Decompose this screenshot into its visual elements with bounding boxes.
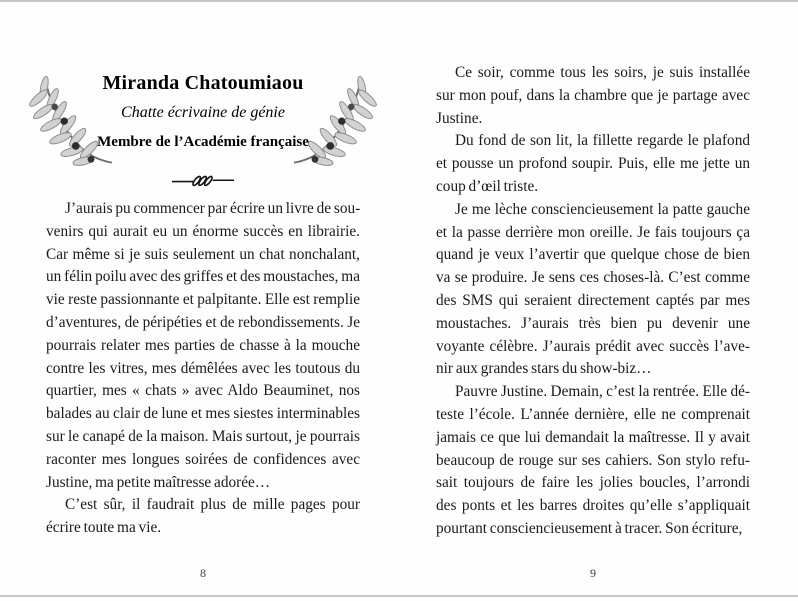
text-line: d’aventures, de péripéties et de rebondissements. Je	[46, 313, 360, 331]
text-line: balades au clair de lune et mes siestes interminables	[46, 405, 360, 423]
text-line: sur le canapé de la maison. Mais surtout, je pourrais	[46, 427, 360, 445]
chapter-author-subtitle: Chatte écrivaine de génie	[121, 104, 285, 121]
text-line: quand je veux l’avertir que quelque chose de bien	[436, 246, 750, 264]
text-line: et la passe derrière mon oreille. Je fais toujours ça	[436, 223, 750, 241]
text-line: des ponts et les barres droites qu’elle s’appliquait	[436, 497, 750, 515]
text-line: nir aux grandes stars du show-biz…	[436, 360, 652, 378]
text-line: vie reste passionnante et palpitante. Elle est remplie	[46, 291, 360, 309]
text-line: teste l’école. L’année dernière, elle ne comprenait	[436, 405, 750, 423]
text-line: Car même si je suis seulement un chat nonchalant,	[46, 245, 360, 263]
text-line: coup d’œil triste.	[436, 177, 539, 195]
text-line: quartier, mes « chats » avec Aldo Beauminet, nos	[46, 382, 360, 400]
text-line: un félin poilu avec des griffes et des moustaches, ma	[46, 268, 360, 286]
text-line: sait toujours de faire les jolies boucles, l’arrondi	[436, 474, 750, 492]
text-line: pourtant consciencieusement à tracer. Son écriture,	[436, 519, 743, 537]
chapter-author-title: Miranda Chatoumiaou	[102, 72, 304, 94]
chapter-author-affiliation: Membre de l’Académie française	[97, 134, 309, 150]
text-line: Du fond de son lit, la fillette regarde le plafond	[455, 132, 750, 150]
text-line: contre les vitres, mes démêlées avec les toutous du	[46, 359, 360, 377]
page-number-right: 9	[590, 566, 596, 580]
text-line: Ce soir, comme tous les soirs, je suis installée	[455, 64, 750, 81]
text-line: venirs qui aurait eu un énorme succès en librairie.	[46, 222, 360, 240]
text-line: moustaches. J’aurais très bien pu devenir une	[436, 314, 750, 332]
bottom-rule	[0, 595, 798, 597]
text-line: sur mon pouf, dans la chambre que je partage avec	[436, 86, 750, 104]
text-line: Pauvre Justine. Demain, c’est la rentrée. Elle dé-	[455, 383, 750, 401]
text-line: des SMS qui seraient directement captés par mes	[436, 291, 750, 309]
left-page-text	[46, 198, 360, 540]
text-line: C’est sûr, il faudrait plus de mille pages pour	[65, 496, 360, 514]
text-line: beaucoup de rouge sur ses cahiers. Son stylo refu-	[436, 451, 750, 469]
rope-twist-divider-icon	[46, 174, 360, 192]
text-line: Je me lèche consciencieusement la patte gauche	[455, 200, 750, 218]
text-line: écrire toute ma vie.	[46, 519, 162, 537]
text-line: va se produire. Je sens ces choses-là. C’est comme	[436, 269, 750, 287]
text-line: Justine.	[436, 109, 483, 127]
text-line: Justine, ma petite maîtresse adorée…	[46, 473, 271, 491]
page-number-left: 8	[200, 566, 206, 580]
text-line: J’aurais pu commencer par écrire un livre de sou-	[65, 200, 361, 217]
right-page-text	[436, 62, 750, 541]
top-rule	[0, 0, 798, 2]
text-line: raconter mes longues soirées de confidences avec	[46, 450, 360, 468]
text-line: et pousse un profond soupir. Puis, elle me jette un	[436, 155, 750, 173]
text-line: voyante célèbre. J’aurais prédit avec succès l’ave-	[436, 337, 750, 355]
text-line: pourrais relater mes parties de chasse à la mouche	[46, 336, 360, 354]
text-line: jamais ce que lui demandait la maîtresse. Il y avait	[436, 428, 750, 446]
